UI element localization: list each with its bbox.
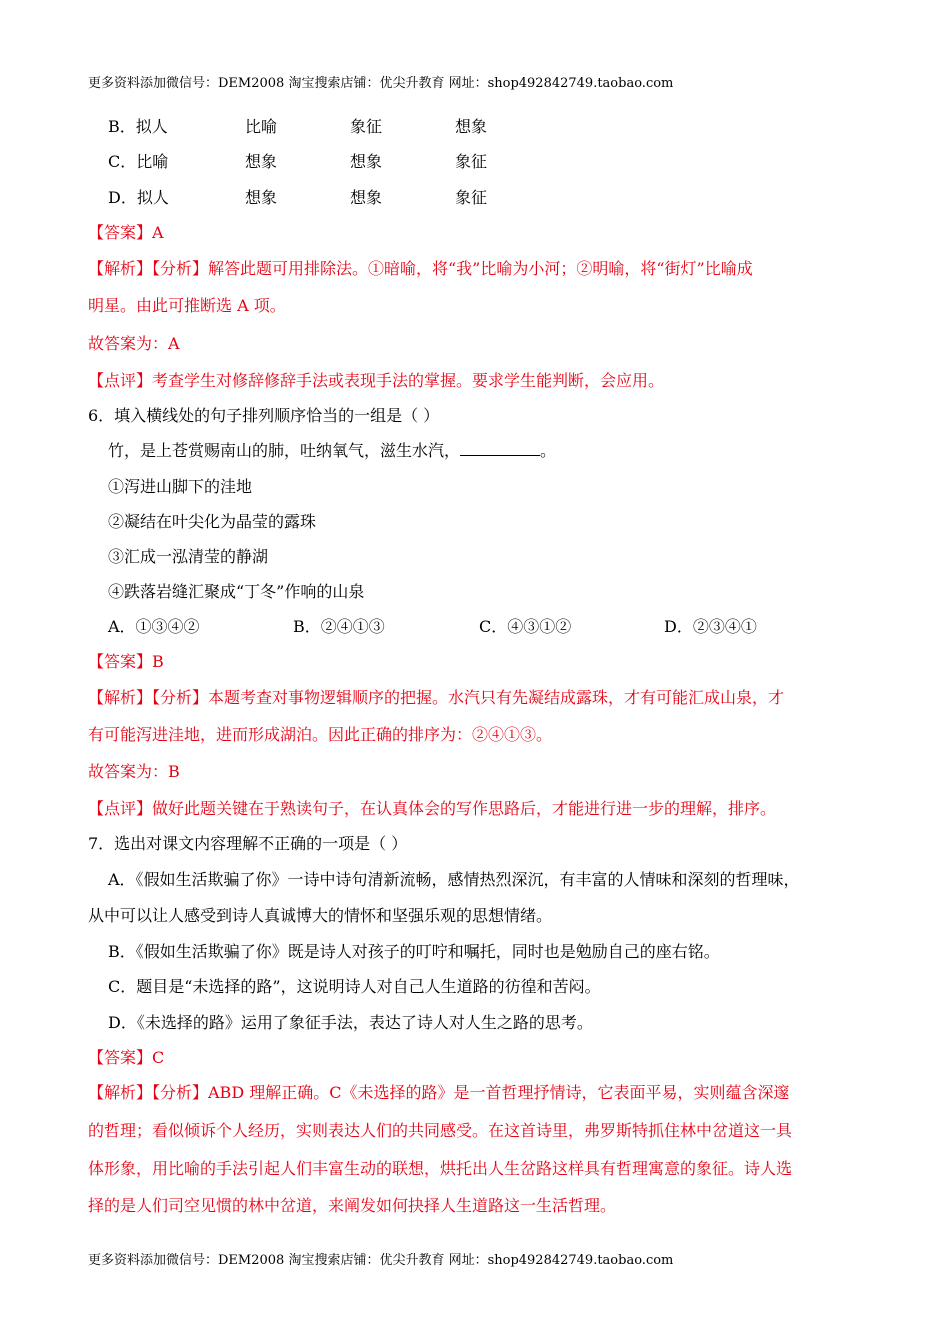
q5-option-d-2: 想象 xyxy=(245,188,278,207)
q7-analysis-line4: 择的是人们司空见惯的林中岔道，来阐发如何抉择人生道路这一生活哲理。 xyxy=(88,1196,617,1215)
q6-stem: 6．填入横线处的句子排列顺序恰当的一组是（ ） xyxy=(88,406,440,425)
q6-option-b: B．②④①③ xyxy=(293,617,385,636)
q5-analysis-line1: 【解析】【分析】解答此题可用排除法。①暗喻，将“我”比喻为小河；②明喻，将“街灯”比喻成 xyxy=(88,259,753,278)
q5-option-d-3: 想象 xyxy=(350,188,383,207)
q7-option-a-line2: 从中可以让人感受到诗人真诚博大的情怀和坚强乐观的思想情绪。 xyxy=(88,906,553,925)
page-header: 更多资料添加微信号：DEM2008 淘宝搜索店铺：优尖升教育 网址：shop492842749.taobao.com xyxy=(88,76,674,91)
q7-option-b: B．《假如生活欺骗了你》既是诗人对孩子的叮咛和嘱托，同时也是勉励自己的座右铭。 xyxy=(108,942,720,961)
q5-option-c-2: 想象 xyxy=(245,152,278,171)
q5-option-b-2: 比喻 xyxy=(245,117,278,136)
q6-analysis-line1: 【解析】【分析】本题考查对事物逻辑顺序的把握。水汽只有先凝结成露珠，才有可能汇成山泉，才 xyxy=(88,688,785,707)
q6-item-2: ②凝结在叶尖化为晶莹的露珠 xyxy=(108,512,317,531)
q6-item-1: ①泻进山脚下的洼地 xyxy=(108,477,253,496)
q7-answer: 【答案】C xyxy=(88,1048,165,1067)
q6-option-c: C．④③①② xyxy=(479,617,572,636)
q5-option-c-1: C．比喻 xyxy=(108,152,169,171)
q6-conclusion: 故答案为：B xyxy=(88,762,180,781)
q7-analysis-line1: 【解析】【分析】ABD 理解正确。C《未选择的路》是一首哲理抒情诗，它表面平易，实则蕴含深邃 xyxy=(88,1083,790,1102)
q7-analysis-line3: 体形象，用比喻的手法引起人们丰富生动的联想，烘托出人生岔路这样具有哲理寓意的象征。诗人选 xyxy=(88,1159,793,1178)
q6-comment: 【点评】做好此题关键在于熟读句子，在认真体会的写作思路后，才能进行进一步的理解，排序。 xyxy=(88,799,777,818)
q7-stem: 7．选出对课文内容理解不正确的一项是（ ） xyxy=(88,834,408,853)
q7-option-a-line1: A．《假如生活欺骗了你》一诗中诗句清新流畅，感情热烈深沉，有丰富的人情味和深刻的哲理味， xyxy=(108,870,800,889)
q7-option-d: D．《未选择的路》运用了象征手法，表达了诗人对人生之路的思考。 xyxy=(108,1013,593,1032)
q5-option-b-3: 象征 xyxy=(350,117,383,136)
q6-item-3: ③汇成一泓清莹的静湖 xyxy=(108,547,269,566)
q5-comment: 【点评】考查学生对修辞修辞手法或表现手法的掌握。要求学生能判断，会应用。 xyxy=(88,371,665,390)
q7-option-c: C．题目是“未选择的路”，这说明诗人对自己人生道路的彷徨和苦闷。 xyxy=(108,977,601,996)
q5-option-b-1: B．拟人 xyxy=(108,117,168,136)
q5-option-b-4: 想象 xyxy=(455,117,488,136)
q7-analysis-line2: 的哲理；看似倾诉个人经历，实则表达人们的共同感受。在这首诗里，弗罗斯特抓住林中岔道这一具 xyxy=(88,1121,793,1140)
q6-blank xyxy=(460,441,540,456)
q6-option-d: D．②③④① xyxy=(664,617,757,636)
q6-sentence-text: 竹，是上苍赏赐南山的肺，吐纳氧气，滋生水汽， xyxy=(108,441,461,460)
q6-answer: 【答案】B xyxy=(88,652,164,671)
q5-conclusion: 故答案为：A xyxy=(88,334,180,353)
q6-item-4: ④跌落岩缝汇聚成“丁冬”作响的山泉 xyxy=(108,582,365,601)
q5-option-c-3: 想象 xyxy=(350,152,383,171)
q5-option-d-4: 象征 xyxy=(455,188,488,207)
q6-sentence xyxy=(108,441,556,461)
q5-option-d-1: D．拟人 xyxy=(108,188,169,207)
q6-sentence-end: 。 xyxy=(540,441,557,460)
q5-option-c-4: 象征 xyxy=(455,152,488,171)
page-footer: 更多资料添加微信号：DEM2008 淘宝搜索店铺：优尖升教育 网址：shop492842749.taobao.com xyxy=(88,1253,674,1268)
q5-answer: 【答案】A xyxy=(88,223,164,242)
q6-analysis-line2: 有可能泻进洼地，进而形成湖泊。因此正确的排序为：②④①③。 xyxy=(88,725,553,744)
q5-analysis-line2: 明星。由此可推断选 A 项。 xyxy=(88,296,286,315)
q6-option-a: A．①③④② xyxy=(108,617,200,636)
